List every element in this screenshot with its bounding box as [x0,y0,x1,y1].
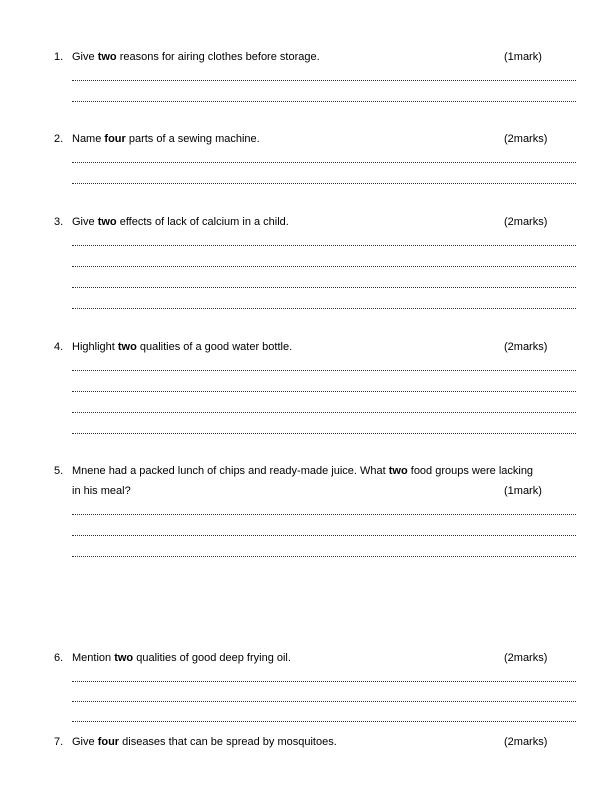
question-marks: (2marks) [504,736,548,748]
question-2 [54,132,576,146]
answer-line[interactable] [72,287,576,288]
answer-line[interactable] [72,412,576,413]
question-text: Name four parts of a sewing machine. [72,133,260,145]
question-marks: (2marks) [504,652,548,664]
answer-line[interactable] [72,391,576,392]
question-number: 6. [54,652,64,664]
answer-line[interactable] [72,514,576,515]
answer-line[interactable] [72,370,576,371]
question-text: Give two effects of lack of calcium in a child. [72,216,289,228]
question-4 [54,340,576,354]
question-number: 2. [54,133,64,145]
answer-line[interactable] [72,556,576,557]
answer-line[interactable] [72,721,576,722]
answer-line[interactable] [72,701,576,702]
question-1 [54,50,576,64]
answer-line[interactable] [72,681,576,682]
question-number: 4. [54,341,64,353]
answer-line[interactable] [72,183,576,184]
question-text: Mnene had a packed lunch of chips and ready-made juice. What two food groups were lacking [72,465,534,477]
question-7 [54,735,576,749]
question-marks: (2marks) [504,216,548,228]
question-number: 7. [54,736,64,748]
question-text-continued: in his meal? [72,485,131,497]
question-number: 5. [54,465,64,477]
question-6 [54,651,576,665]
answer-line[interactable] [72,266,576,267]
question-3 [54,215,576,229]
question-marks: (1mark) [504,485,542,497]
question-5 [54,464,576,498]
answer-line[interactable] [72,433,576,434]
answer-line[interactable] [72,162,576,163]
question-text: Give two reasons for airing clothes before storage. [72,51,320,63]
answer-line[interactable] [72,308,576,309]
question-text: Give four diseases that can be spread by mosquitoes. [72,736,337,748]
answer-line[interactable] [72,245,576,246]
question-number: 3. [54,216,64,228]
answer-line[interactable] [72,535,576,536]
question-number: 1. [54,51,64,63]
question-text: Mention two qualities of good deep frying oil. [72,652,291,664]
question-marks: (2marks) [504,341,548,353]
answer-line[interactable] [72,101,576,102]
question-marks: (2marks) [504,133,548,145]
question-text: Highlight two qualities of a good water bottle. [72,341,293,353]
question-marks: (1mark) [504,51,542,63]
answer-line[interactable] [72,80,576,81]
